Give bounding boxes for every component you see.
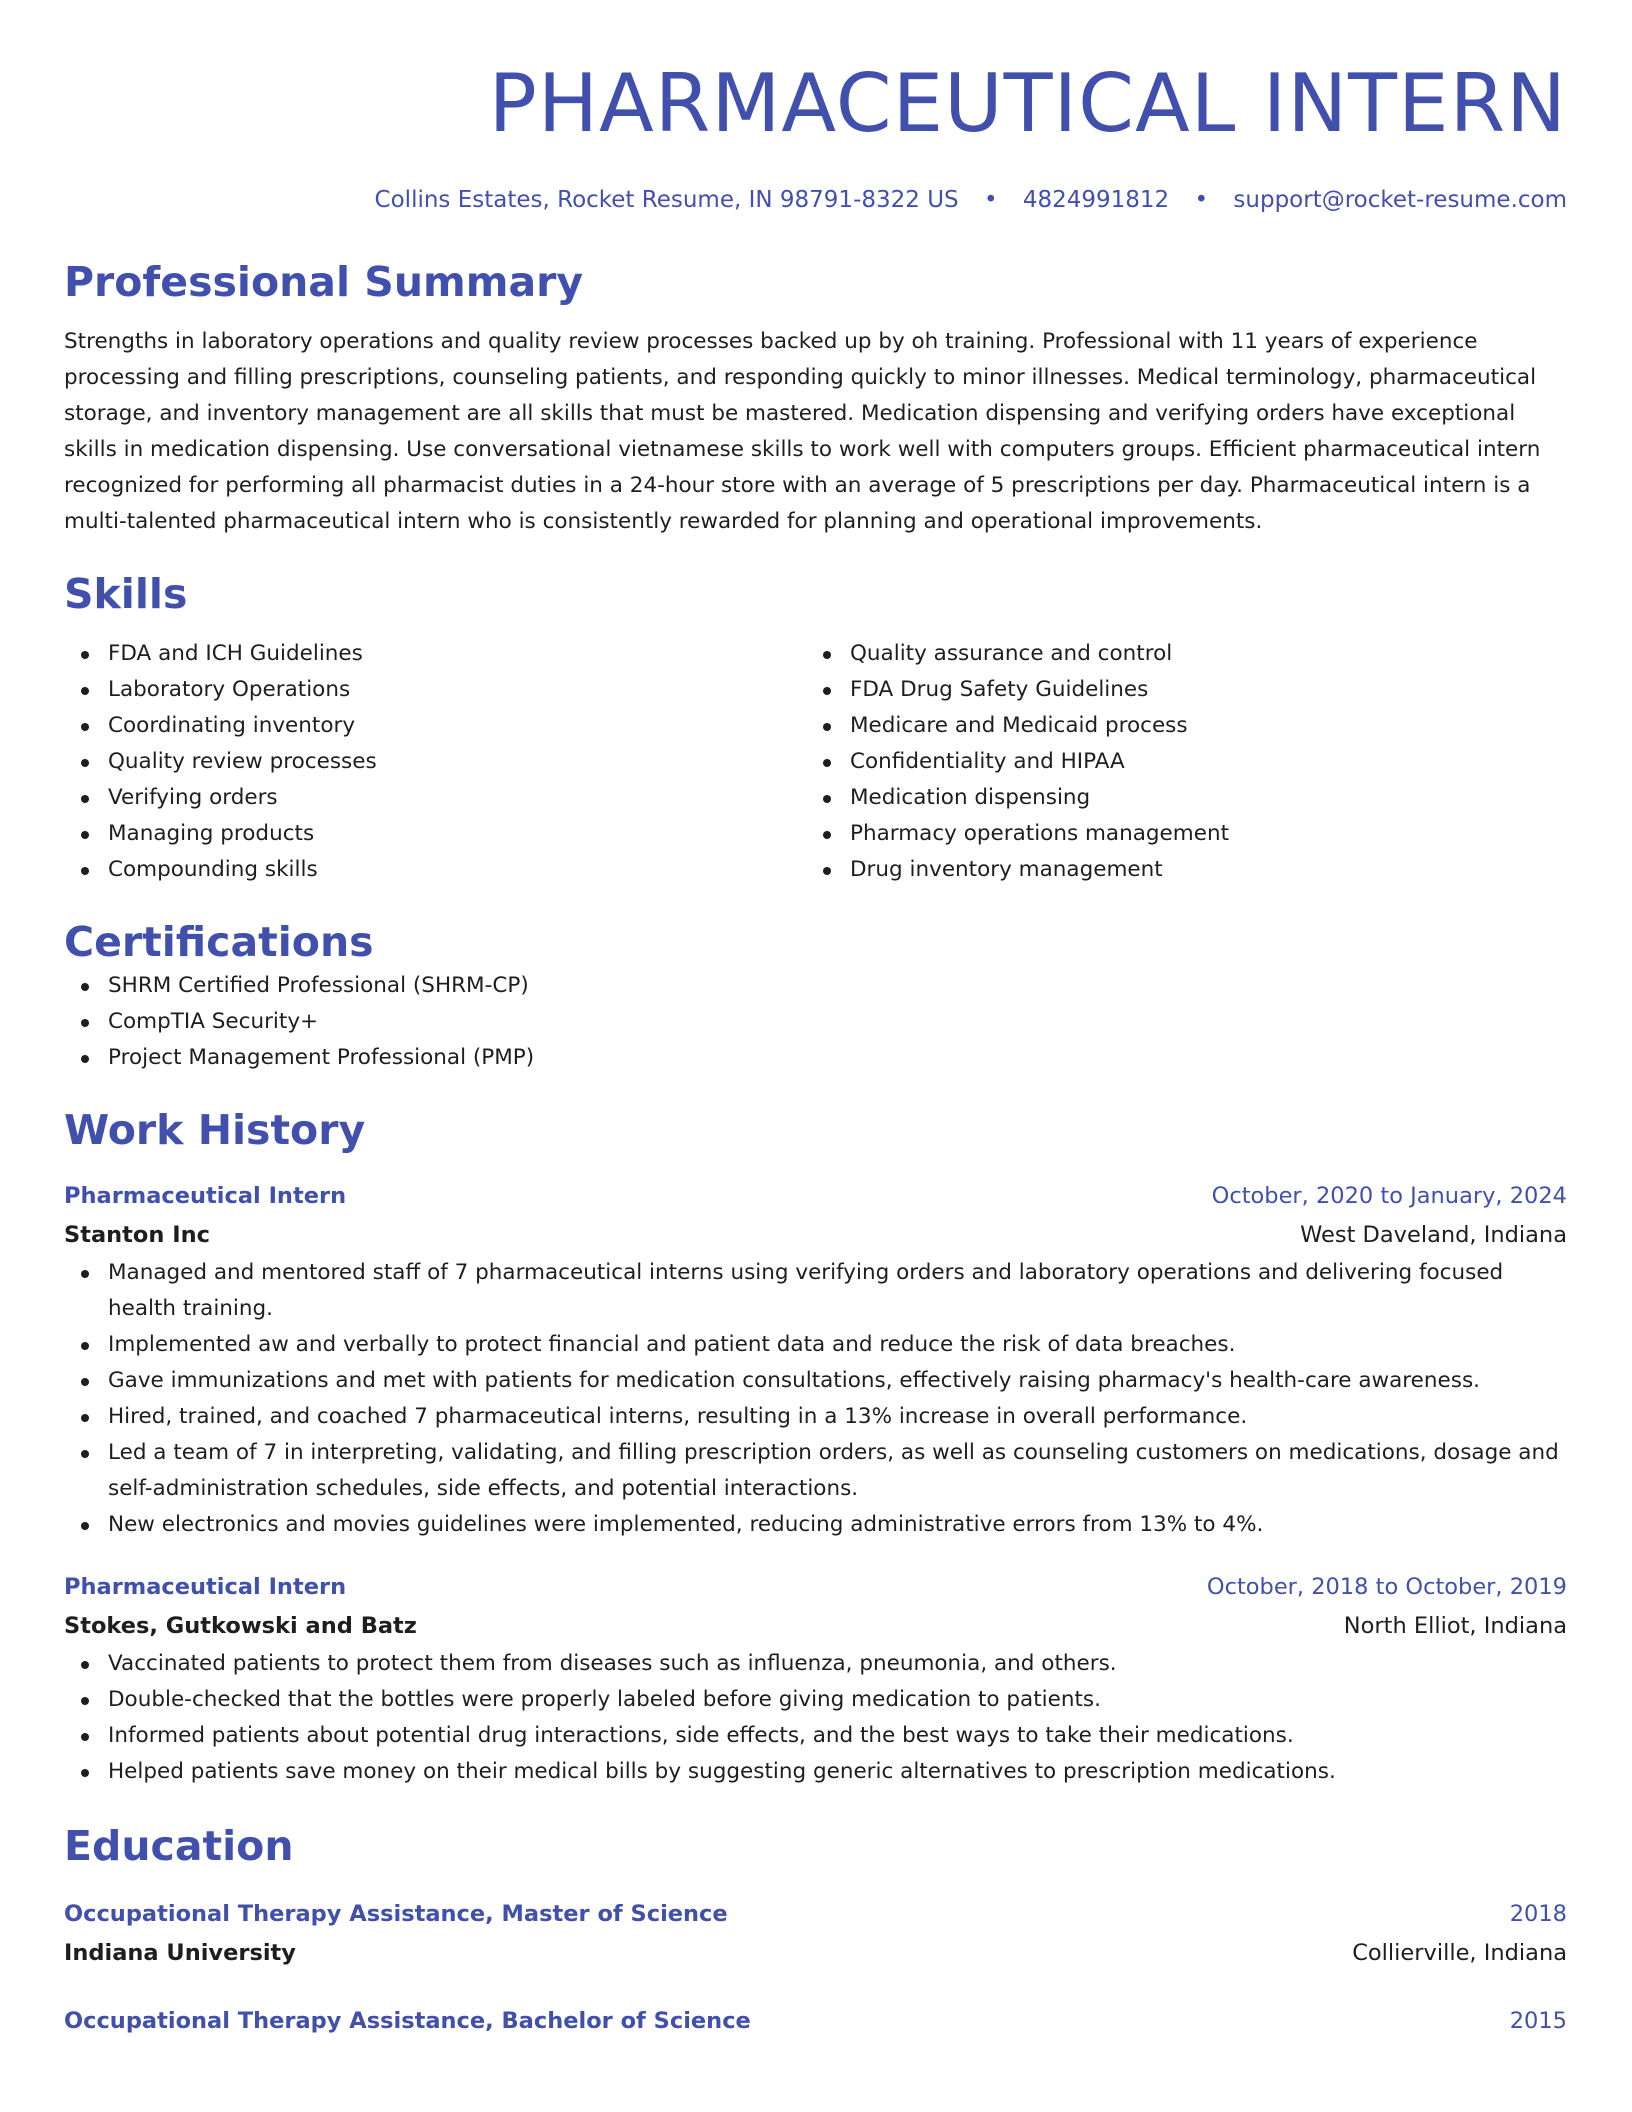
certifications-heading: Certifications <box>64 918 374 966</box>
skills-heading: Skills <box>64 570 188 618</box>
job-bullet: Managed and mentored staff of 7 pharmaceutical interns using verifying orders and laboratory operations and delivering focused health training. <box>64 1255 1567 1327</box>
job-header <box>64 1176 1567 1216</box>
summary-text: Strengths in laboratory operations and quality review processes backed up by oh training. Professional with 11 years of experience processing and filling prescriptions, counseling patients, and responding quickly to minor illnesses. Medical terminology, pharmaceutical storage, and inventory management are all skills that must be mastered. Medication dispensing and verifying orders have exceptional skills in medication dispensing. Use conversational vietnamese skills to work well with computers groups. Efficient pharmaceutical intern recognized for performing all pharmacist duties in a 24-hour store with an average of 5 prescriptions per day. Pharmaceutical intern is a multi-talented pharmaceutical intern who is consistently rewarded for planning and operational improvements. <box>64 329 1541 534</box>
education-header <box>64 2001 1567 2041</box>
education-subheader <box>64 1933 1567 1973</box>
skill-item: Verifying orders <box>64 780 806 816</box>
resume-page <box>64 0 1567 2041</box>
job-bullet: Gave immunizations and met with patients for medication consultations, effectively raising pharmacy's health-care awareness. <box>64 1363 1567 1399</box>
job-subheader <box>64 1606 1567 1646</box>
job-bullets <box>64 1255 1567 1543</box>
education-school: Indiana University <box>64 1940 296 1966</box>
work-history-heading: Work History <box>64 1106 366 1154</box>
skills-list <box>64 636 1567 888</box>
skill-item: Medicare and Medicaid process <box>806 708 1548 744</box>
skill-item: Laboratory Operations <box>64 672 806 708</box>
job-bullet: Led a team of 7 in interpreting, validating, and filling prescription orders, as well as counseling customers on medications, dosage and self-administration schedules, side effects, and potential interactions. <box>64 1435 1567 1507</box>
education-degree: Occupational Therapy Assistance, Bachelor of Science <box>64 2008 751 2034</box>
skill-item: Quality assurance and control <box>806 636 1548 672</box>
certification-item: CompTIA Security+ <box>64 1004 1567 1040</box>
certification-item: Project Management Professional (PMP) <box>64 1040 1567 1076</box>
job-bullet: Vaccinated patients to protect them from diseases such as influenza, pneumonia, and others. <box>64 1646 1567 1682</box>
job-role: Pharmaceutical Intern <box>64 1574 347 1600</box>
job-role: Pharmaceutical Intern <box>64 1183 347 1209</box>
job-entry <box>64 1176 1567 1543</box>
certifications-list <box>64 968 1567 1076</box>
job-entry <box>64 1567 1567 1790</box>
education-location: Collierville, Indiana <box>1352 1940 1567 1966</box>
skill-item: Pharmacy operations management <box>806 816 1548 852</box>
job-bullet: Helped patients save money on their medical bills by suggesting generic alternatives to prescription medications. <box>64 1754 1567 1790</box>
skills-column-right <box>806 636 1548 888</box>
contact-separator: • <box>983 187 998 213</box>
contact-email[interactable]: support@rocket-resume.com <box>1233 187 1567 213</box>
education-year: 2015 <box>1509 2008 1567 2034</box>
education-heading: Education <box>64 1822 294 1870</box>
skill-item: Medication dispensing <box>806 780 1548 816</box>
summary-heading: Professional Summary <box>64 258 584 306</box>
education-entry <box>64 2001 1567 2041</box>
education-year: 2018 <box>1509 1901 1567 1927</box>
job-bullet: Implemented aw and verbally to protect financial and patient data and reduce the risk of data breaches. <box>64 1327 1567 1363</box>
job-dates: October, 2020 to January, 2024 <box>1211 1183 1567 1209</box>
education-entry <box>64 1894 1567 1973</box>
skill-item: Coordinating inventory <box>64 708 806 744</box>
job-bullets <box>64 1646 1567 1790</box>
skills-column-left <box>64 636 806 888</box>
contact-line <box>64 184 1567 216</box>
job-location: West Daveland, Indiana <box>1300 1222 1567 1248</box>
job-bullet: Hired, trained, and coached 7 pharmaceutical interns, resulting in a 13% increase in overall performance. <box>64 1399 1567 1435</box>
certification-item: SHRM Certified Professional (SHRM-CP) <box>64 968 1567 1004</box>
skill-item: Drug inventory management <box>806 852 1548 888</box>
job-dates: October, 2018 to October, 2019 <box>1206 1574 1567 1600</box>
education-header <box>64 1894 1567 1934</box>
skill-item: Managing products <box>64 816 806 852</box>
skill-item: FDA Drug Safety Guidelines <box>806 672 1548 708</box>
contact-address: Collins Estates, Rocket Resume, IN 98791-8322 US <box>374 187 959 213</box>
skill-item: FDA and ICH Guidelines <box>64 636 806 672</box>
education-degree: Occupational Therapy Assistance, Master of Science <box>64 1901 728 1927</box>
job-subheader <box>64 1215 1567 1255</box>
skill-item: Confidentiality and HIPAA <box>806 744 1548 780</box>
job-location: North Elliot, Indiana <box>1343 1613 1567 1639</box>
contact-phone: 4824991812 <box>1022 187 1170 213</box>
job-bullet: Informed patients about potential drug interactions, side effects, and the best ways to take their medications. <box>64 1718 1567 1754</box>
skill-item: Quality review processes <box>64 744 806 780</box>
job-header <box>64 1567 1567 1607</box>
candidate-name: PHARMACEUTICAL INTERN <box>488 57 1567 150</box>
job-company: Stokes, Gutkowski and Batz <box>64 1613 417 1639</box>
job-company: Stanton Inc <box>64 1222 210 1248</box>
job-bullet: Double-checked that the bottles were properly labeled before giving medication to patients. <box>64 1682 1567 1718</box>
job-bullet: New electronics and movies guidelines were implemented, reducing administrative errors from 13% to 4%. <box>64 1507 1567 1543</box>
skill-item: Compounding skills <box>64 852 806 888</box>
contact-separator: • <box>1194 187 1209 213</box>
